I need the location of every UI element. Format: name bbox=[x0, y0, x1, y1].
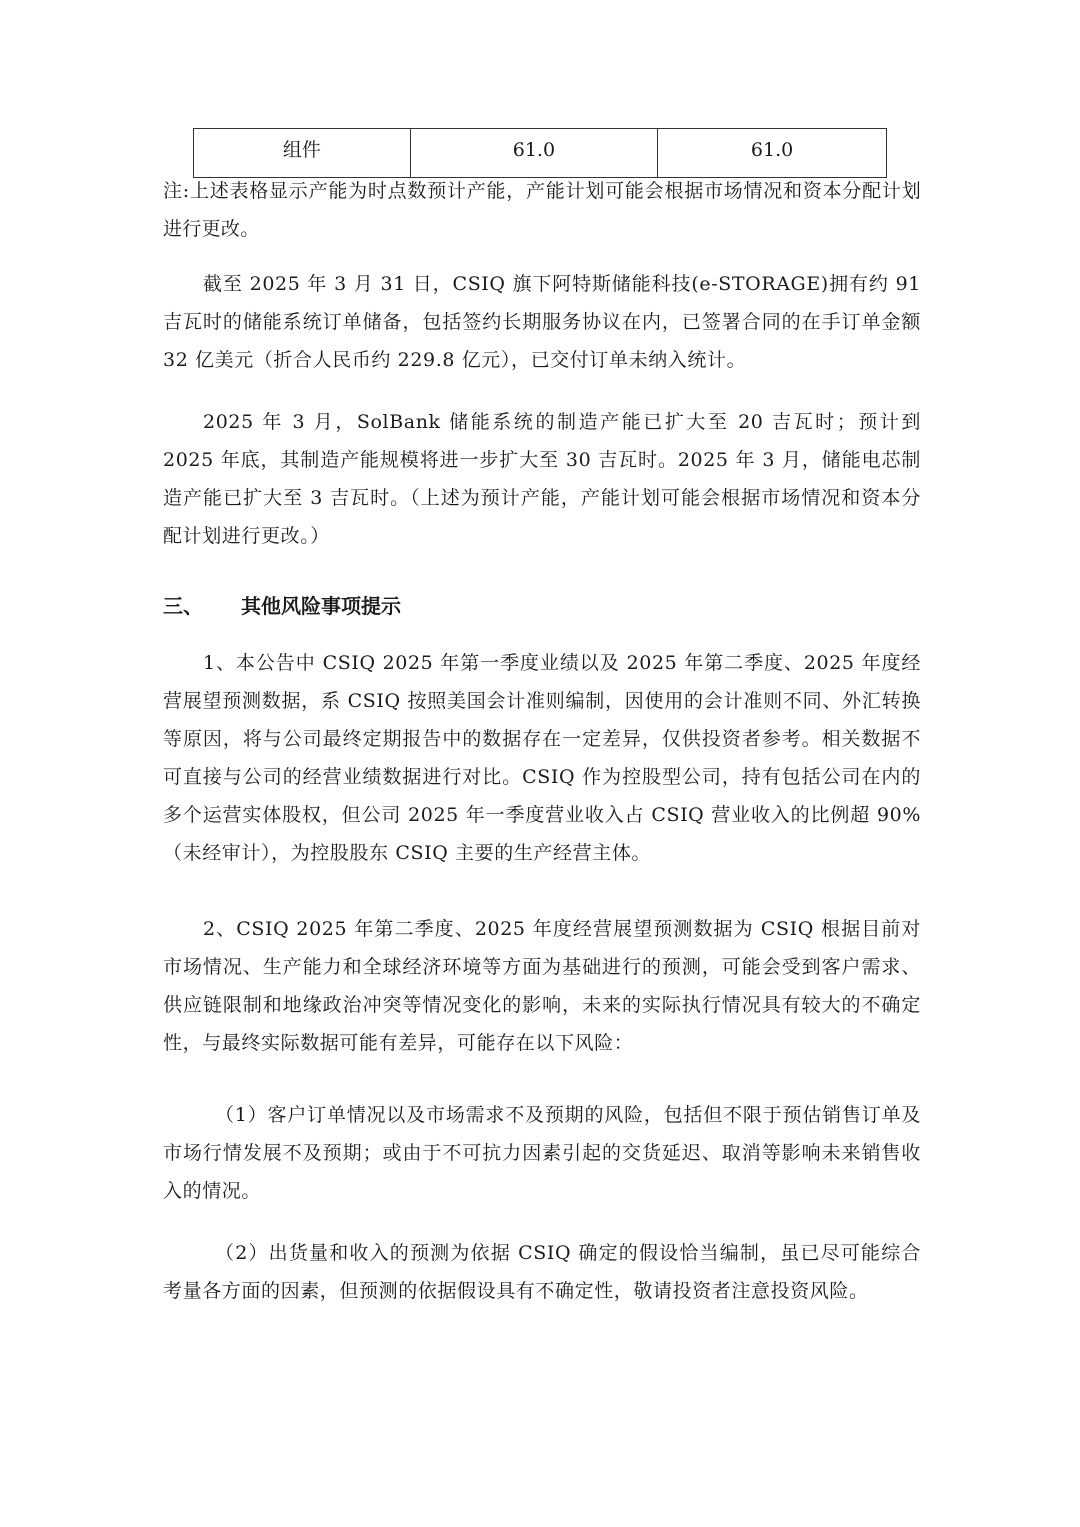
risk-item-1: 1、本公告中 CSIQ 2025 年第一季度业绩以及 2025 年第二季度、2025 年度经营展望预测数据，系 CSIQ 按照美国会计准则编制，因使用的会计准则不同、外汇转换等原因，将与公司最终定期报告中的数据存在一定差异，仅供投资者参考。相关数据不可直接与公司的经营业绩数据进行对比。CSIQ 作为控股型公司，持有包括公司在内的多个运营实体股权，但公司 2025 年一季度营业收入占 CSIQ 营业收入的比例超 90%（未经审计），为控股股东 CSIQ 主要的生产经营主体。 bbox=[163, 652, 921, 864]
section-heading bbox=[163, 587, 401, 625]
section-number: 三、 bbox=[163, 594, 203, 618]
paragraph-solbank-capacity: 2025 年 3 月，SolBank 储能系统的制造产能已扩大至 20 吉瓦时；预计到 2025 年底，其制造产能规模将进一步扩大至 30 吉瓦时。2025 年 3 月，储能电芯制造产能已扩大至 3 吉瓦时。（上述为预计产能，产能计划可能会根据市场情况和资本分配计划进行更改。） bbox=[163, 411, 921, 547]
table-note: 注:上述表格显示产能为时点数预计产能，产能计划可能会根据市场情况和资本分配计划进行更改。 bbox=[163, 180, 921, 240]
section-title: 其他风险事项提示 bbox=[241, 594, 401, 618]
table-cell-value-1: 61.0 bbox=[410, 129, 658, 178]
table-row bbox=[194, 129, 887, 178]
risk-sub-item-1: （1）客户订单情况以及市场需求不及预期的风险，包括但不限于预估销售订单及市场行情发展不及预期；或由于不可抗力因素引起的交货延迟、取消等影响未来销售收入的情况。 bbox=[163, 1104, 921, 1202]
table-cell-name: 组件 bbox=[194, 129, 411, 178]
table-cell-value-2: 61.0 bbox=[658, 129, 887, 178]
risk-sub-item-2: （2）出货量和收入的预测为依据 CSIQ 确定的假设恰当编制，虽已尽可能综合考量各方面的因素，但预测的依据假设具有不确定性，敬请投资者注意投资风险。 bbox=[163, 1242, 921, 1302]
paragraph-storage-orders: 截至 2025 年 3 月 31 日，CSIQ 旗下阿特斯储能科技(e-STORAGE)拥有约 91 吉瓦时的储能系统订单储备，包括签约长期服务协议在内，已签署合同的在手订单金额 32 亿美元（折合人民币约 229.8 亿元），已交付订单未纳入统计。 bbox=[163, 273, 921, 371]
risk-item-2: 2、CSIQ 2025 年第二季度、2025 年度经营展望预测数据为 CSIQ 根据目前对市场情况、生产能力和全球经济环境等方面为基础进行的预测，可能会受到客户需求、供应链限制和地缘政治冲突等情况变化的影响，未来的实际执行情况具有较大的不确定性，与最终实际数据可能有差异，可能存在以下风险： bbox=[163, 918, 921, 1054]
capacity-table bbox=[193, 128, 887, 178]
